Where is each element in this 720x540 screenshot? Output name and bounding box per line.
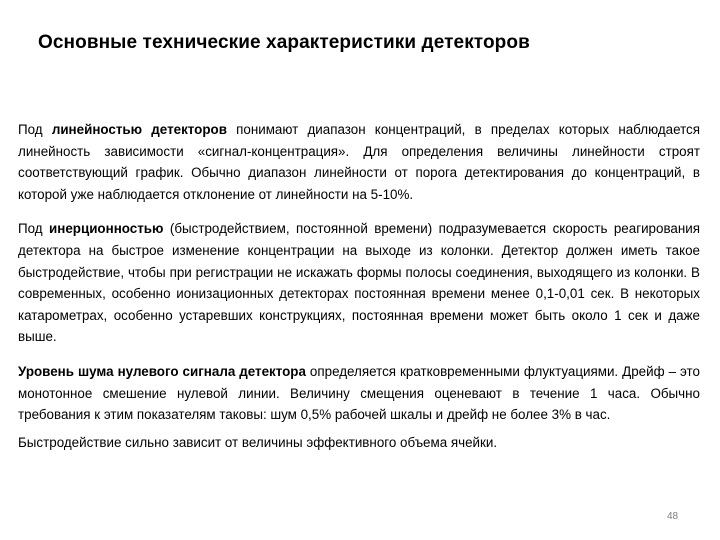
- paragraph-noise: [18, 361, 700, 426]
- paragraph-text: (быстродействием, постоянной времени) подразумевается скорость реагирования детектора на быстрое изменение концентрации на выходе из колонки. Детектор должен иметь такое быстродействие, чтобы при регистрации не искажать формы полосы соединения, выходящего из колонки. В современных, особенно ионизационных детекторах постоянная времени менее 0,1-0,01 сек. В некоторых катарометрах, особенно устаревших конструкциях, постоянная времени может быть около 1 сек и даже выше.: [18, 221, 700, 345]
- paragraph-text: Быстродействие сильно зависит от величины эффективного объема ячейки.: [18, 434, 498, 450]
- paragraph-text: Под: [18, 122, 52, 137]
- paragraph-linearity: [18, 119, 700, 205]
- term-noise-level: Уровень шума нулевого сигнала детектора: [18, 363, 306, 379]
- term-linearity: линейностью детекторов: [51, 122, 227, 137]
- paragraph-text: Под: [18, 221, 50, 237]
- paragraph-text: понимают диапазон концентраций, в пределах которых наблюдается линейность зависимости «сигнал-концентрация». Для определения величины линейности строят соответствующий график. Обычно диапазон линейности от порога детектирования до концентраций, в которой уже наблюдается отклонение от линейности на 5-10%.: [18, 122, 701, 202]
- slide-title: Основные технические характеристики детекторов: [38, 32, 530, 53]
- paragraph-text: определяется кратковременными флуктуациями. Дрейф – это монотонное смешение нулевой линии. Величину смещения оценевают в течение 1 часа. Обычно требования к этим показателям таковы: шум 0,5% рабочей шкалы и дрейф не более 3% в час.: [18, 363, 700, 423]
- paragraph-inertia: [18, 218, 700, 348]
- page-number: 48: [667, 511, 679, 522]
- slide-body: [18, 119, 700, 466]
- paragraph-speed: [18, 432, 700, 454]
- term-inertia: инерционностью: [49, 221, 164, 237]
